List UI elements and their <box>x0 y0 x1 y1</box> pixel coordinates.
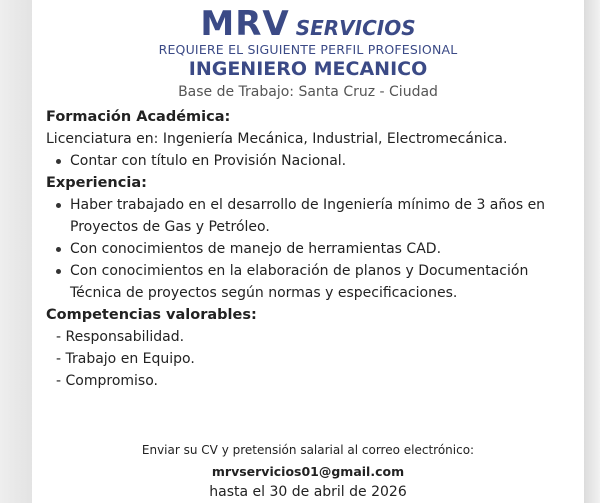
position-title: INGENIERO MECANICO <box>188 58 428 80</box>
list-item: Haber trabajado en el desarrollo de Ingeniería mínimo de 3 años en Proyectos de Gas y Petróleo. <box>46 194 576 238</box>
job-posting-sheet <box>32 0 584 503</box>
formacion-list <box>46 150 576 172</box>
list-item: - Responsabilidad. <box>56 329 185 345</box>
deadline-text: hasta el 30 de abril de 2026 <box>209 484 407 500</box>
contact-footer <box>32 440 584 503</box>
list-item: Con conocimientos en la elaboración de planos y Documentación Técnica de proyectos según normas y especificaciones. <box>46 260 576 304</box>
requirements-body <box>46 106 576 392</box>
list-item: Contar con título en Provisión Nacional. <box>46 150 576 172</box>
bullet-icon <box>56 269 61 274</box>
subtitle: REQUIERE EL SIGUIENTE PERFIL PROFESIONAL <box>158 42 458 57</box>
work-location: Base de Trabajo: Santa Cruz - Ciudad <box>178 84 438 100</box>
list-item: - Trabajo en Equipo. <box>56 351 195 367</box>
contact-email[interactable]: mrvservicios01@gmail.com <box>211 464 405 479</box>
brand-name: MRV <box>200 4 290 44</box>
competencias-heading: Competencias valorables: <box>46 307 257 323</box>
bullet-icon <box>56 247 61 252</box>
experiencia-list <box>46 194 576 304</box>
list-item: - Compromiso. <box>56 373 158 389</box>
background-left <box>0 0 32 503</box>
brand-subname: SERVICIOS <box>295 16 416 40</box>
formacion-heading: Formación Académica: <box>46 109 231 125</box>
brand-logo <box>32 4 584 44</box>
contact-instruction: Enviar su CV y pretensión salarial al correo electrónico: <box>141 443 475 457</box>
bullet-icon <box>56 203 61 208</box>
list-item: Con conocimientos de manejo de herramientas CAD. <box>46 238 576 260</box>
background-right <box>584 0 600 503</box>
bullet-icon <box>56 159 61 164</box>
experiencia-heading: Experiencia: <box>46 175 147 191</box>
formacion-line: Licenciatura en: Ingeniería Mecánica, Industrial, Electromecánica. <box>46 131 508 147</box>
